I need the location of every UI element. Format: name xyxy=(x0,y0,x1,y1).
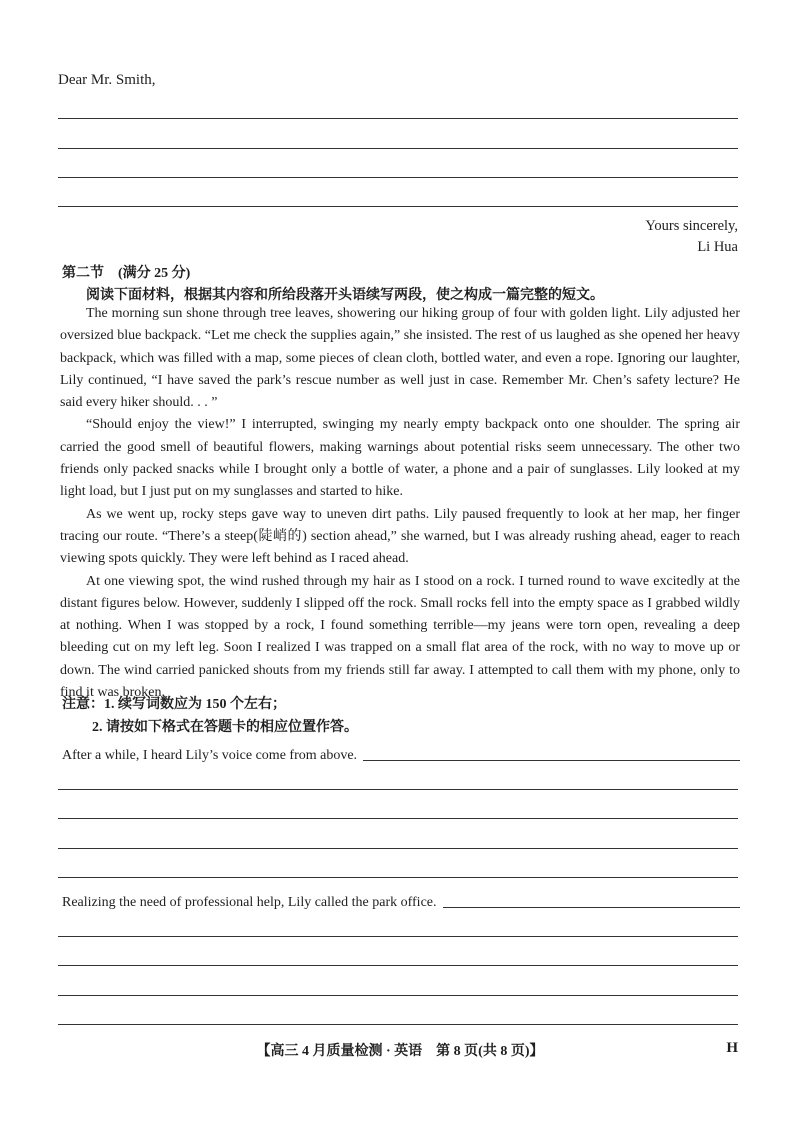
note-word-count: 注意：1. 续写词数应为 150 个左右； xyxy=(62,697,286,712)
section-heading: 第二节 (满分 25 分) xyxy=(62,266,191,281)
answer-line xyxy=(58,177,738,178)
answer-line xyxy=(58,148,738,149)
answer-line xyxy=(58,1024,738,1025)
page-footer: 【高三 4 月质量检测 · 英语 第 8 页(共 8 页)】 xyxy=(256,1044,544,1059)
answer-line xyxy=(58,877,738,878)
story-paragraph: As we went up, rocky steps gave way to uneven dirt paths. Lily paused frequently to look at her map, her finger tracing our route. “There’s a steep(陡峭的) section ahead,” she warned, but I was already rushing ahead, eager to reach viewing spots quickly. They were left behind as I raced ahead. xyxy=(60,506,740,567)
story-paragraph: At one viewing spot, the wind rushed through my hair as I stood on a rock. I turned round to wave excitedly at the distant figures below. However, suddenly I slipped off the rock. Small rocks fell into the empty space as I grabbed wildly at nothing. When I was stopped by a rock, I found something terrible—my jeans were torn open, revealing a deep bleeding cut on my left leg. Soon I realized I was trapped on a small flat area of the rock, with no way to move up or down. The wind carried panicked shouts from my friends still far away. I attempted to call them with my phone, only to find it was broken. xyxy=(60,573,740,701)
answer-line xyxy=(58,818,738,819)
paper-version-code: H xyxy=(726,1040,738,1056)
letter-salutation: Dear Mr. Smith, xyxy=(58,72,156,88)
answer-line xyxy=(58,789,738,790)
answer-line xyxy=(58,118,738,119)
story-paragraph: “Should enjoy the view!” I interrupted, swinging my nearly empty backpack onto one shoulder. The spring air carried the good smell of beautiful flowers, making warnings about potential risks seem unnecessary. The other two friends only packed snacks while I brought only a bottle of water, a phone and a pair of sunglasses. Lily looked at my light load, but I just put on my sunglasses and started to hike. xyxy=(60,417,740,500)
story-text xyxy=(60,303,740,704)
answer-line xyxy=(363,759,740,761)
answer-line xyxy=(58,995,738,996)
note-format: 2. 请按如下格式在答题卡的相应位置作答。 xyxy=(92,720,358,735)
letter-closing: Yours sincerely, xyxy=(645,218,738,234)
answer-line xyxy=(58,848,738,849)
answer-line xyxy=(58,965,738,966)
continuation-prompt-1 xyxy=(62,742,740,764)
section-instruction: 阅读下面材料，根据其内容和所给段落开头语续写两段，使之构成一篇完整的短文。 xyxy=(86,288,604,303)
continuation-prompt-2 xyxy=(62,889,740,911)
prompt-text: Realizing the need of professional help, Lily called the park office. xyxy=(62,895,437,910)
answer-line xyxy=(58,936,738,937)
story-paragraph: The morning sun shone through tree leaves, showering our hiking group of four with golden light. Lily adjusted her oversized blue backpack. “Let me check the supplies again,” she insisted. The rest of us laughed as she opened her heavy backpack, which was filled with a map, some pieces of clean cloth, bottled water, and even a rope. Ignoring our laughter, Lily continued, “I have saved the park’s rescue number as well just in case. Remember Mr. Chen’s safety lecture? He said every hiker should. . . ” xyxy=(60,306,740,411)
prompt-text: After a while, I heard Lily’s voice come from above. xyxy=(62,748,358,763)
answer-line xyxy=(58,206,738,207)
answer-line xyxy=(443,906,741,908)
letter-signature: Li Hua xyxy=(697,239,738,255)
